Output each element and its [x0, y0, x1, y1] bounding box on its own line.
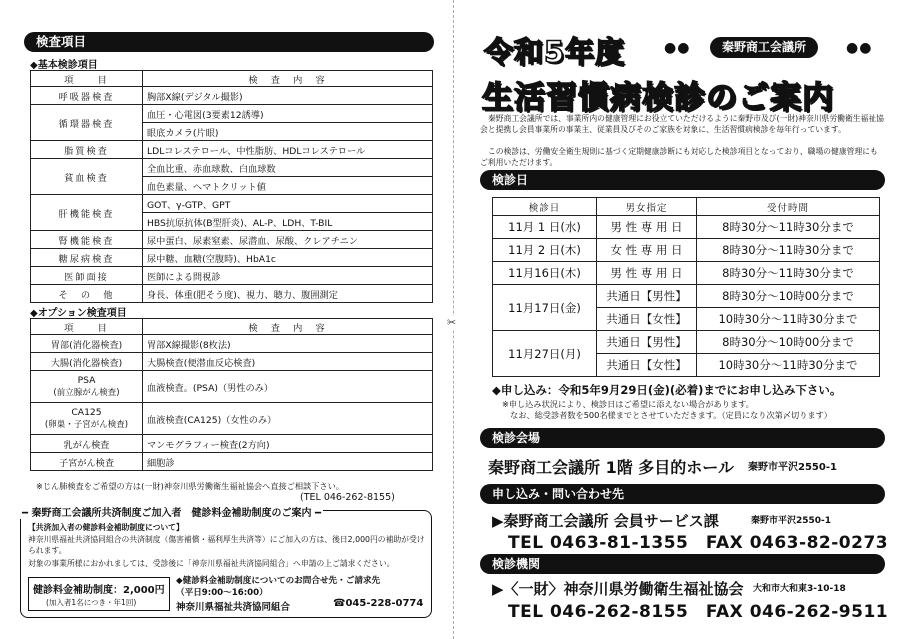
basic-item: 肝機能検査 [31, 195, 143, 231]
basic-row [31, 141, 433, 159]
apply-note-2: なお、総受診者数を500名様までとさせていただきます。（定員になり次第〆切ります） [510, 410, 832, 420]
basic-item: 脂質検査 [31, 141, 143, 159]
basic-row [31, 159, 433, 177]
schedule-time: 8時30分～10時00分まで [697, 285, 880, 308]
basic-item: 糖尿病検査 [31, 249, 143, 267]
schedule-gender: 共通日【女性】 [597, 354, 697, 377]
basic-content: GOT、γ-GTP、GPT [143, 195, 433, 213]
apply-note-1: ※申し込み状況により、検診日はご希望に添えない場合があります。 [502, 399, 754, 409]
option-item-line: PSA [77, 375, 96, 386]
schedule-row [493, 331, 880, 354]
basic-item: 循環器検査 [31, 105, 143, 141]
basic-row [31, 249, 433, 267]
basic-content: 胸部X線(デジタル撮影) [143, 87, 433, 105]
option-item-line: CA125 [71, 407, 102, 418]
option-header-content: 検 査 内 容 [143, 319, 433, 335]
basic-row [31, 267, 433, 285]
schedule-date: 11月17日(金) [493, 285, 597, 331]
basic-content: 全血比重、赤血球数、白血球数 [143, 159, 433, 177]
option-content: 細胞診 [143, 453, 433, 471]
scissors-icon: ✂ [447, 316, 457, 329]
dots-right: ●● [846, 40, 873, 56]
venue-address: 秦野市平沢2550-1 [748, 462, 837, 473]
option-item [31, 353, 143, 371]
subsidy-amount-note: (加入者1名につき・年1回) [46, 598, 137, 607]
basic-row [31, 105, 433, 123]
option-content: マンモグラフィー検査(2方向) [143, 435, 433, 453]
schedule-gender: 男 性 専 用 日 [597, 262, 697, 285]
option-row [31, 353, 433, 371]
option-row [31, 371, 433, 403]
dots-left: ●● [664, 40, 691, 56]
basic-content: 医師による問視診 [143, 267, 433, 285]
basic-content: 尿中糖、血糖(空腹時)、HbA1c [143, 249, 433, 267]
intro-paragraph-1: 秦野商工会議所では、事業所内の健康管理にお役立ていただけるように秦野市及び(一財)神奈川県労働衛生福祉協会と提携し会員事業所の事業主、従業員及びそのご家族を対象に、生活習慣病検診を毎年行っています。 [480, 114, 884, 134]
option-row [31, 403, 433, 435]
schedule-row [493, 285, 880, 308]
exam-org-tel-fax: TEL 046-262-8155 FAX 046-262-9511 [508, 602, 889, 622]
schedule-date: 11月27日(月) [493, 331, 597, 377]
schedule-gender: 共通日【男性】 [597, 331, 697, 354]
page-title-main: 生活習慣病検診のご案内 [482, 80, 834, 116]
schedule-time: 10時30分～11時30分まで [697, 354, 880, 377]
basic-header-content: 検 査 内 容 [143, 71, 433, 87]
contact-address: 秦野市平沢2550-1 [751, 516, 832, 526]
schedule-row [493, 239, 880, 262]
schedule-time: 10時30分～11時30分まで [697, 308, 880, 331]
contact-bar: 申し込み・問い合わせ先 [480, 484, 885, 504]
option-content: 血液検査。(PSA)（男性のみ） [143, 371, 433, 403]
basic-content: 血色素量、ヘマトクリット値 [143, 177, 433, 195]
subsidy-inquiry-tel: ☎045-228-0774 [333, 598, 424, 609]
schedule-time: 8時30分～10時00分まで [697, 331, 880, 354]
option-heading: ◆オプション検査項目 [30, 308, 127, 319]
schedule-gender: 共通日【男性】 [597, 285, 697, 308]
option-row [31, 335, 433, 353]
basic-item: 腎機能検査 [31, 231, 143, 249]
basic-row [31, 195, 433, 213]
option-item [31, 371, 143, 403]
org-pill: 秦野商工会議所 [710, 37, 818, 58]
schedule-date: 11月16日(木) [493, 262, 597, 285]
basic-item: 医師面接 [31, 267, 143, 285]
option-header-item: 項 目 [31, 319, 143, 335]
contact-org: ▶秦野商工会議所 会員サービス課 [492, 512, 719, 530]
option-item [31, 335, 143, 353]
option-item [31, 453, 143, 471]
basic-content: LDLコレステロール、中性脂肪、HDLコレステロール [143, 141, 433, 159]
basic-content: 血圧・心電図(3要素12誘導) [143, 105, 433, 123]
apply-line: ◆申し込み：令和5年9月29日(金)(必着)までにお申し込み下さい。 [492, 383, 842, 397]
exam-org-bar: 検診機関 [480, 554, 885, 574]
exam-org-address: 大和市大和東3-10-18 [753, 584, 846, 594]
option-content: 胃部X線撮影(8枚法) [143, 335, 433, 353]
schedule-gender: 共通日【女性】 [597, 308, 697, 331]
option-item-line: 子宮がん検査 [58, 457, 115, 469]
schedule-bar: 検診日 [480, 170, 885, 190]
subsidy-amount: 健診料金補助制度：2,000円 [33, 585, 165, 596]
schedule-date: 11月 2 日(木) [493, 239, 597, 262]
basic-content: HBS抗原抗体(B型肝炎)、AL-P、LDH、T-BIL [143, 213, 433, 231]
option-row [31, 453, 433, 471]
option-item-line: (前立腺がん検査) [53, 388, 120, 398]
basic-content: 尿中蛋白、尿素窒素、尿潜血、尿酸、クレアチニン [143, 231, 433, 249]
schedule-table [492, 197, 880, 377]
venue-bar: 検診会場 [480, 428, 885, 448]
option-item-line: (卵巣・子宮がん検査) [44, 420, 129, 430]
subsidy-inquiry-org: 神奈川県福祉共済協同組合 [176, 602, 291, 613]
schedule-gender: 男 性 専 用 日 [597, 216, 697, 239]
subsidy-inquiry: ◆健診料金補助制度についてのお問合せ先・ご請求先 [176, 576, 381, 586]
option-item-line: 大腸(消化器検査) [50, 357, 123, 369]
basic-item: そ の 他 [31, 285, 143, 303]
subsidy-sub: 【共済加入者の健診料金補助制度について】 [28, 523, 184, 532]
option-exam-table [30, 318, 433, 471]
page-title-year: 令和5年度 [484, 35, 626, 69]
option-content: 血液検査(CA125)（女性のみ） [143, 403, 433, 435]
schedule-row [493, 216, 880, 239]
venue-name: 秦野商工会議所 1階 多目的ホール [488, 458, 734, 477]
subsidy-text2: 対象の事業所様におかれましては、受診後に「神奈川県福祉共済協同組合」へ申請の上ご請求ください。 [28, 559, 395, 568]
basic-row [31, 285, 433, 303]
option-item-line: 胃部(消化器検査) [50, 339, 123, 351]
basic-row [31, 231, 433, 249]
exam-org: ▶〈一財〉神奈川県労働衛生福祉協会 [492, 580, 744, 598]
schedule-time: 8時30分～11時30分まで [697, 239, 880, 262]
sched-header-time: 受付時間 [697, 198, 880, 216]
schedule-row [493, 262, 880, 285]
basic-heading: ◆基本検診項目 [30, 60, 98, 71]
option-item [31, 403, 143, 435]
basic-item: 貧血検査 [31, 159, 143, 195]
sched-header-date: 検診日 [493, 198, 597, 216]
sched-header-gender: 男女指定 [597, 198, 697, 216]
pneumoconiosis-note: ※じん肺検査をご希望の方は(一財)神奈川県労働衛生福祉協会へ直接ご相談下さい。 [36, 481, 344, 491]
basic-exam-table [30, 70, 433, 303]
basic-content: 眼底カメラ(片眼) [143, 123, 433, 141]
option-item-line: 乳がん検査 [63, 439, 110, 451]
subsidy-box-title: ━ 秦野商工会議所共済制度ご加入者 健診料金補助制度のご案内 ━ [20, 504, 323, 519]
schedule-time: 8時30分～11時30分まで [697, 262, 880, 285]
contact-tel-fax: TEL 0463-81-1355 FAX 0463-82-0273 [508, 533, 889, 553]
subsidy-text1: 神奈川県福祉共済協同組合の共済制度（傷害補償・福利厚生共済等）にご加入の方は、後日2,000円の補助が受けられます。 [28, 535, 425, 555]
intro-paragraph-2: この検診は、労働安全衛生規則に基づく定期健康診断にも対応した検診項目となっており、職場の健康管理にもご利用いただけます。 [480, 147, 878, 167]
option-row [31, 435, 433, 453]
basic-row [31, 87, 433, 105]
schedule-date: 11月 1 日(水) [493, 216, 597, 239]
basic-content: 身長、体重(肥そう度)、視力、聴力、腹囲測定 [143, 285, 433, 303]
option-item [31, 435, 143, 453]
basic-item: 呼吸器検査 [31, 87, 143, 105]
pneumoconiosis-tel: (TEL 046-262-8155) [300, 492, 395, 503]
basic-header-item: 項 目 [31, 71, 143, 87]
subsidy-inquiry-hours: （平日9:00～16:00） [176, 588, 268, 598]
section-bar-exam-items: 検査項目 [24, 32, 434, 52]
schedule-time: 8時30分～11時30分まで [697, 216, 880, 239]
option-content: 大腸検査(便潜血反応検査) [143, 353, 433, 371]
schedule-gender: 女 性 専 用 日 [597, 239, 697, 262]
